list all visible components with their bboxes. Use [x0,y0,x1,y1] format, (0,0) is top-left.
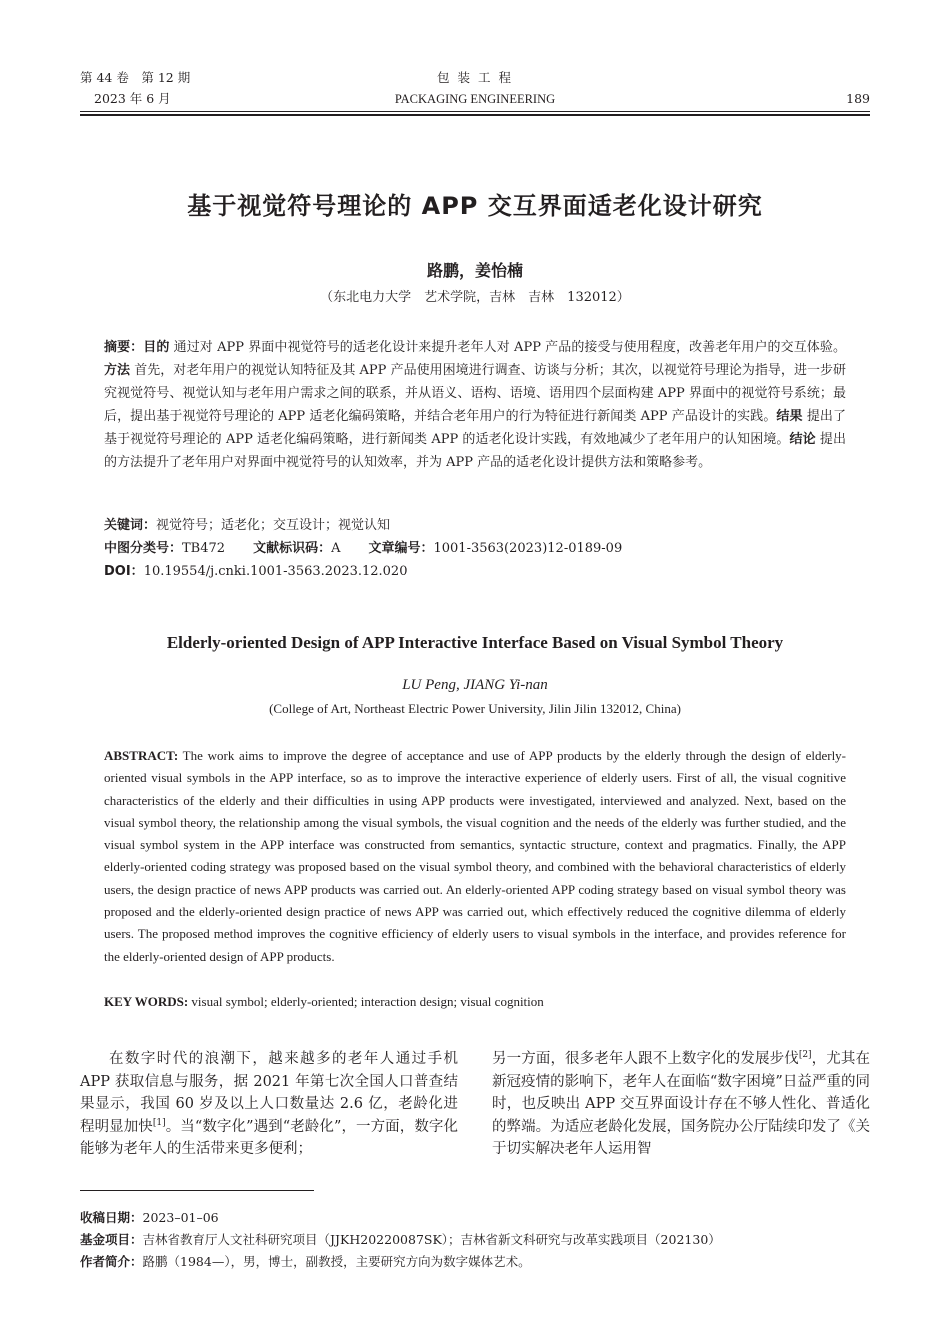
authors: 路鹏，姜怡楠 [426,261,523,280]
body-column-left [80,1048,458,1161]
doi-line [104,560,407,583]
paper-title: 基于视觉符号理论的 APP 交互界面适老化设计研究 [187,192,763,220]
bio-value: 路鹏（1984—），男，博士，副教授，主要研究方向为数字媒体艺术。 [142,1254,531,1269]
body-left-text-1: 在数字时代的浪潮下，越来越多的老年人通过手机 APP 获取信息与服务，据 2021 年第七次全国人口普查结果显示，我国 60 岁及以上人口数量达 2.6 亿，老龄化进程明显加快 [80,1051,458,1135]
abstract-en [104,745,846,968]
clc-label: 中图分类号： [104,541,183,556]
received-value: 2023–01–06 [142,1210,219,1225]
doc-code-value: A [331,541,341,556]
keywords-en [104,991,846,1013]
fund-label: 基金项目： [80,1232,143,1247]
citation-1[interactable]: [1] [152,1117,166,1128]
keywords-en-text: visual symbol; elderly-oriented; interaction design; visual cognition [191,994,544,1009]
english-title: Elderly-oriented Design of APP Interactive Interface Based on Visual Symbol Theory [166,633,784,652]
abstract-cn [104,336,846,474]
result-label: 结果 [776,409,803,424]
abstract-label: 摘要： [104,340,144,355]
keywords-cn [104,514,390,537]
received-label: 收稿日期： [80,1210,143,1225]
citation-2[interactable]: [2] [798,1050,812,1061]
page-number: 189 [846,91,870,106]
volume-issue: 第 44 卷 第 12 期 [80,70,191,85]
conclusion-text: 提出的方法提升了老年用户对界面中视觉符号的认知效率，并为 APP 产品的适老化设计提供方法和策略参考。 [104,432,846,470]
doc-code-label: 文献标识码： [253,541,332,556]
received-date [80,1207,219,1229]
keywords-label: 关键词： [104,518,157,533]
english-affiliation: (College of Art, Northeast Electric Power University, Jilin Jilin 132012, China) [269,701,681,716]
doi-link[interactable]: 10.19554/j.cnki.1001-3563.2023.12.020 [143,564,408,579]
result-text: 提出了基于视觉符号理论的 APP 适老化编码策略，进行新闻类 APP 的适老化设计实践，有效地减少了老年用户的认知困境。 [104,409,846,447]
english-authors: LU Peng, JIANG Yi-nan [402,677,548,693]
issue-date: 2023 年 6 月 [94,91,171,106]
body-right-text-1: 另一方面，很多老年人跟不上数字化的发展步伐 [492,1051,799,1067]
abstract-en-text: The work aims to improve the degree of acceptance and use of APP products by the elderly through the design of elderly-oriented visual symbols in the APP interface, so as to improve the interactive experience of elderly users. First of all, the visual cognitive characteristics of the elderly and their difficulties in using APP products were investigated, interviewed and analyzed. Next, based on the visual symbol theory, the relationship among the visual symbols, the visual cognition and the needs of the elderly was further studied, and the visual symbol system in the APP interface was constructed from semantics, syntactic structure, context and pragmatics. Finally, the APP elderly-oriented coding strategy was proposed based on the visual symbol theory, and combined with the behavioral characteristics of elderly users, the design practice of news APP products was carried out. An elderly-oriented APP coding strategy based on visual symbol theory was proposed and the elderly-oriented design practice of news APP was carried out, which effectively reduced the cognitive dilemma of elderly users. The proposed method improves the cognitive efficiency of elderly users to visual symbols in the interface, and provides reference for the elderly-oriented design of APP products. [104,748,847,964]
abstract-en-label: ABSTRACT: [104,748,179,763]
affiliation: （东北电力大学 艺术学院，吉林 吉林 132012） [320,290,630,305]
author-bio [80,1251,531,1273]
objective-text: 通过对 APP 界面中视觉符号的适老化设计来提升老年人对 APP 产品的接受与使用程度，改善老年用户的交互体验。 [173,340,846,355]
conclusion-label: 结论 [789,432,816,447]
article-number-value: 1001-3563(2023)12-0189-09 [433,541,623,556]
doi-label: DOI： [104,564,144,579]
classification-line [104,537,622,560]
body-left-text-2: 。当“数字化”遇到“老龄化”，一方面，数字化能够为老年人的生活带来更多便利； [80,1118,458,1158]
fund-value: 吉林省教育厅人文社科研究项目（JJKH20220087SK）；吉林省新文科研究与改革实践项目（202130） [142,1232,721,1247]
clc-value: TB472 [182,541,226,556]
journal-name-cn: 包 装 工 程 [437,70,513,85]
fund-info [80,1229,721,1251]
body-right-text-2: ，尤其在新冠疫情的影响下，老年人在面临“数字困境”日益严重的同时，也反映出 APP 交互界面设计存在不够人性化、普适化的弊端。为适应老龄化发展，国务院办公厅陆续印发了《关于切实解决老年人运用智 [492,1051,871,1158]
journal-name-en: PACKAGING ENGINEERING [394,92,556,106]
keywords-text: 视觉符号；适老化；交互设计；视觉认知 [156,518,391,533]
header-rule-thin [80,111,870,112]
header-rule-thick [80,114,870,116]
body-column-right [492,1048,870,1161]
method-text: 首先，对老年用户的视觉认知特征及其 APP 产品使用困境进行调查、访谈与分析；其次，以视觉符号理论为指导，进一步研究视觉符号、视觉认知与老年用户需求之间的联系，并从语义、语构、语境、语用四个层面构建 APP 界面中的视觉符号系统；最后，提出基于视觉符号理论的 APP 适老化编码策略，并结合老年用户的行为特征进行新闻类 APP 产品设计的实践。 [104,363,846,424]
article-number-label: 文章编号： [368,541,434,556]
bio-label: 作者简介： [80,1254,143,1269]
footnote-rule [80,1190,314,1191]
keywords-en-label: KEY WORDS: [104,994,189,1009]
objective-label: 目的 [143,340,170,355]
method-label: 方法 [104,363,131,378]
